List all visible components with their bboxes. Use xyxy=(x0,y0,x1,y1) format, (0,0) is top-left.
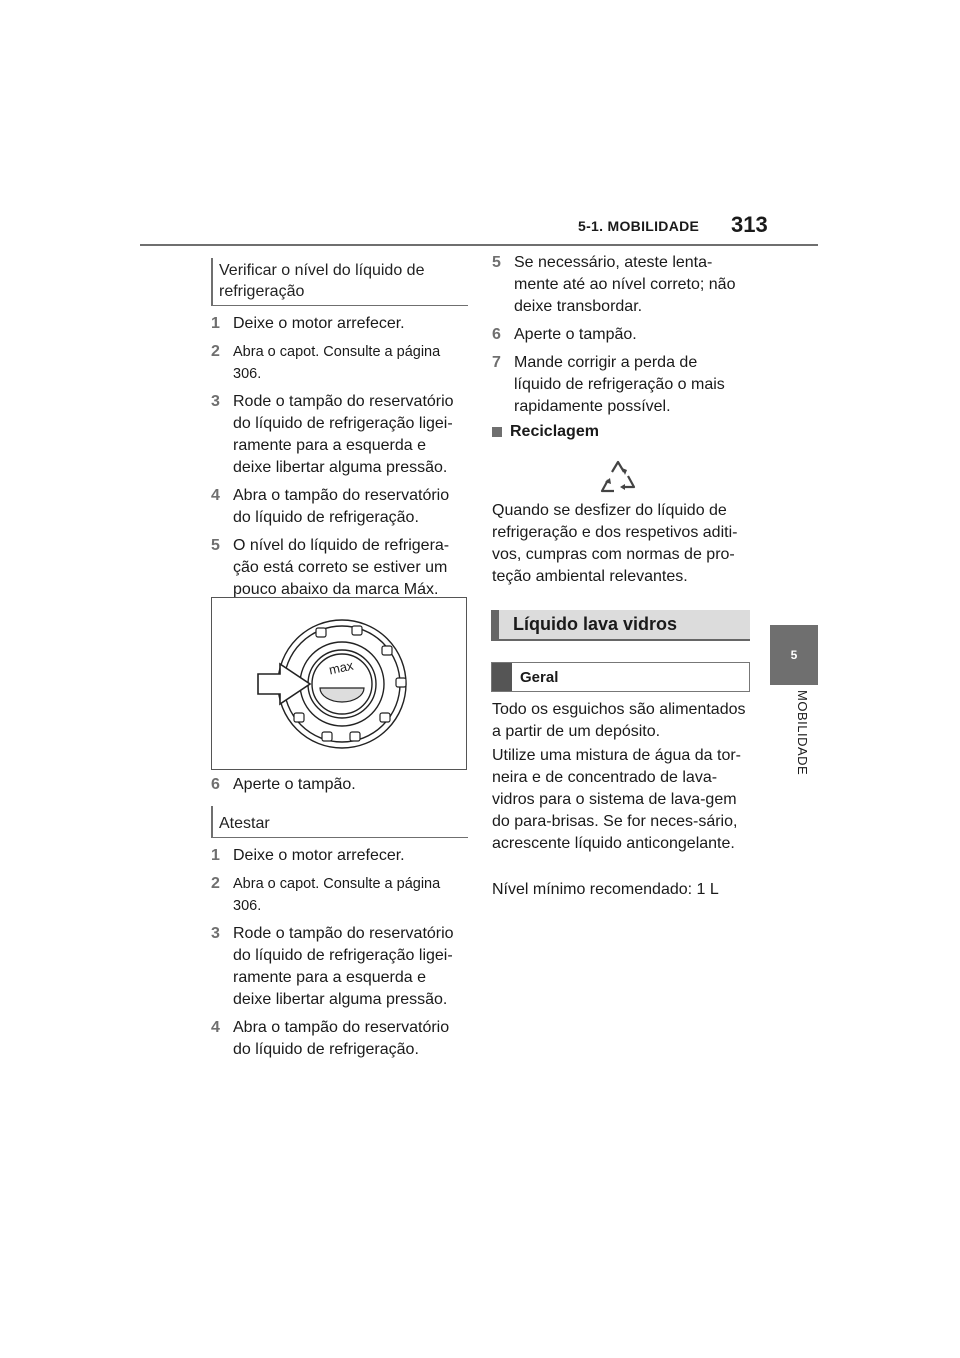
washer-fluid-heading: Líquido lava vidros xyxy=(491,610,750,641)
list-item: 3 Rode o tampão do reservatório do líquido de refrigeração ligei-ramente para a esquerda e deixe libertar alguma pressão. xyxy=(211,393,454,476)
header-divider xyxy=(140,244,818,246)
list-item: 7 Mande corrigir a perda de líquido de refrigeração o mais rapidamente possível. xyxy=(492,354,725,415)
chapter-number: 5 xyxy=(790,648,798,662)
list-item: 6 Aperte o tampão. xyxy=(492,326,637,343)
bullet-square-icon xyxy=(492,427,502,437)
page-number: 313 xyxy=(731,212,768,237)
list-item: 3 Rode o tampão do reservatório do líquido de refrigeração ligei-ramente para a esquerda e deixe libertar alguma pressão. xyxy=(211,925,454,1008)
refill-heading: Atestar xyxy=(211,806,468,838)
list-item: 5 O nível do líquido de refrigera-ção está correto se estiver um pouco abaixo da marca Máx. xyxy=(211,537,450,598)
general-paragraph-3: Nível mínimo recomendado: 1 L xyxy=(492,881,719,898)
final-check-step xyxy=(211,774,466,802)
general-paragraph-1: Todo os esguichos são alimentados a partir de um depósito. xyxy=(492,701,746,740)
check-coolant-heading: Verificar o nível do líquido de refrigeração xyxy=(211,258,468,306)
refill-steps-continued xyxy=(492,252,747,424)
recycling-heading: Reciclagem xyxy=(492,423,599,441)
recycle-icon xyxy=(598,458,638,498)
list-item: 2 Abra o capot. Consulte a página 306. xyxy=(211,343,441,382)
check-steps-list xyxy=(211,313,466,607)
general-heading: Geral xyxy=(491,662,750,692)
list-item: 4 Abra o tampão do reservatório do líquido de refrigeração. xyxy=(211,1019,450,1058)
list-item: 4 Abra o tampão do reservatório do líquido de refrigeração. xyxy=(211,487,450,526)
section-title: 5-1. MOBILIDADE xyxy=(578,218,700,234)
recycling-text: Quando se desfizer do líquido de refrigeração e dos respetivos aditi-vos, cumpras com normas de pro-teção ambiental relevantes. xyxy=(492,502,738,585)
max-mark-label: max xyxy=(327,657,355,678)
general-paragraph-2: Utilize uma mistura de água da tor-neira e de concentrado de lava-vidros para o sistema de lava-gem do para-brisas. Se for neces-sário, acrescente líquido anticongelante. xyxy=(492,747,741,852)
list-item: 1 Deixe o motor arrefecer. xyxy=(211,315,405,332)
list-item: 2 Abra o capot. Consulte a página 306. xyxy=(211,875,441,914)
chapter-tab xyxy=(770,625,818,685)
chapter-tab-label: MOBILIDADE xyxy=(795,690,810,776)
list-item: 1 Deixe o motor arrefecer. xyxy=(211,847,405,864)
heading-marker xyxy=(492,663,512,691)
reservoir-cap-illustration xyxy=(212,598,466,769)
list-item: 5 Se necessário, ateste lenta-mente até ao nível correto; não deixe transbordar. xyxy=(492,254,736,315)
list-item: 6 Aperte o tampão. xyxy=(211,776,356,793)
reservoir-cap-figure xyxy=(211,597,467,770)
refill-steps-list xyxy=(211,845,466,1067)
